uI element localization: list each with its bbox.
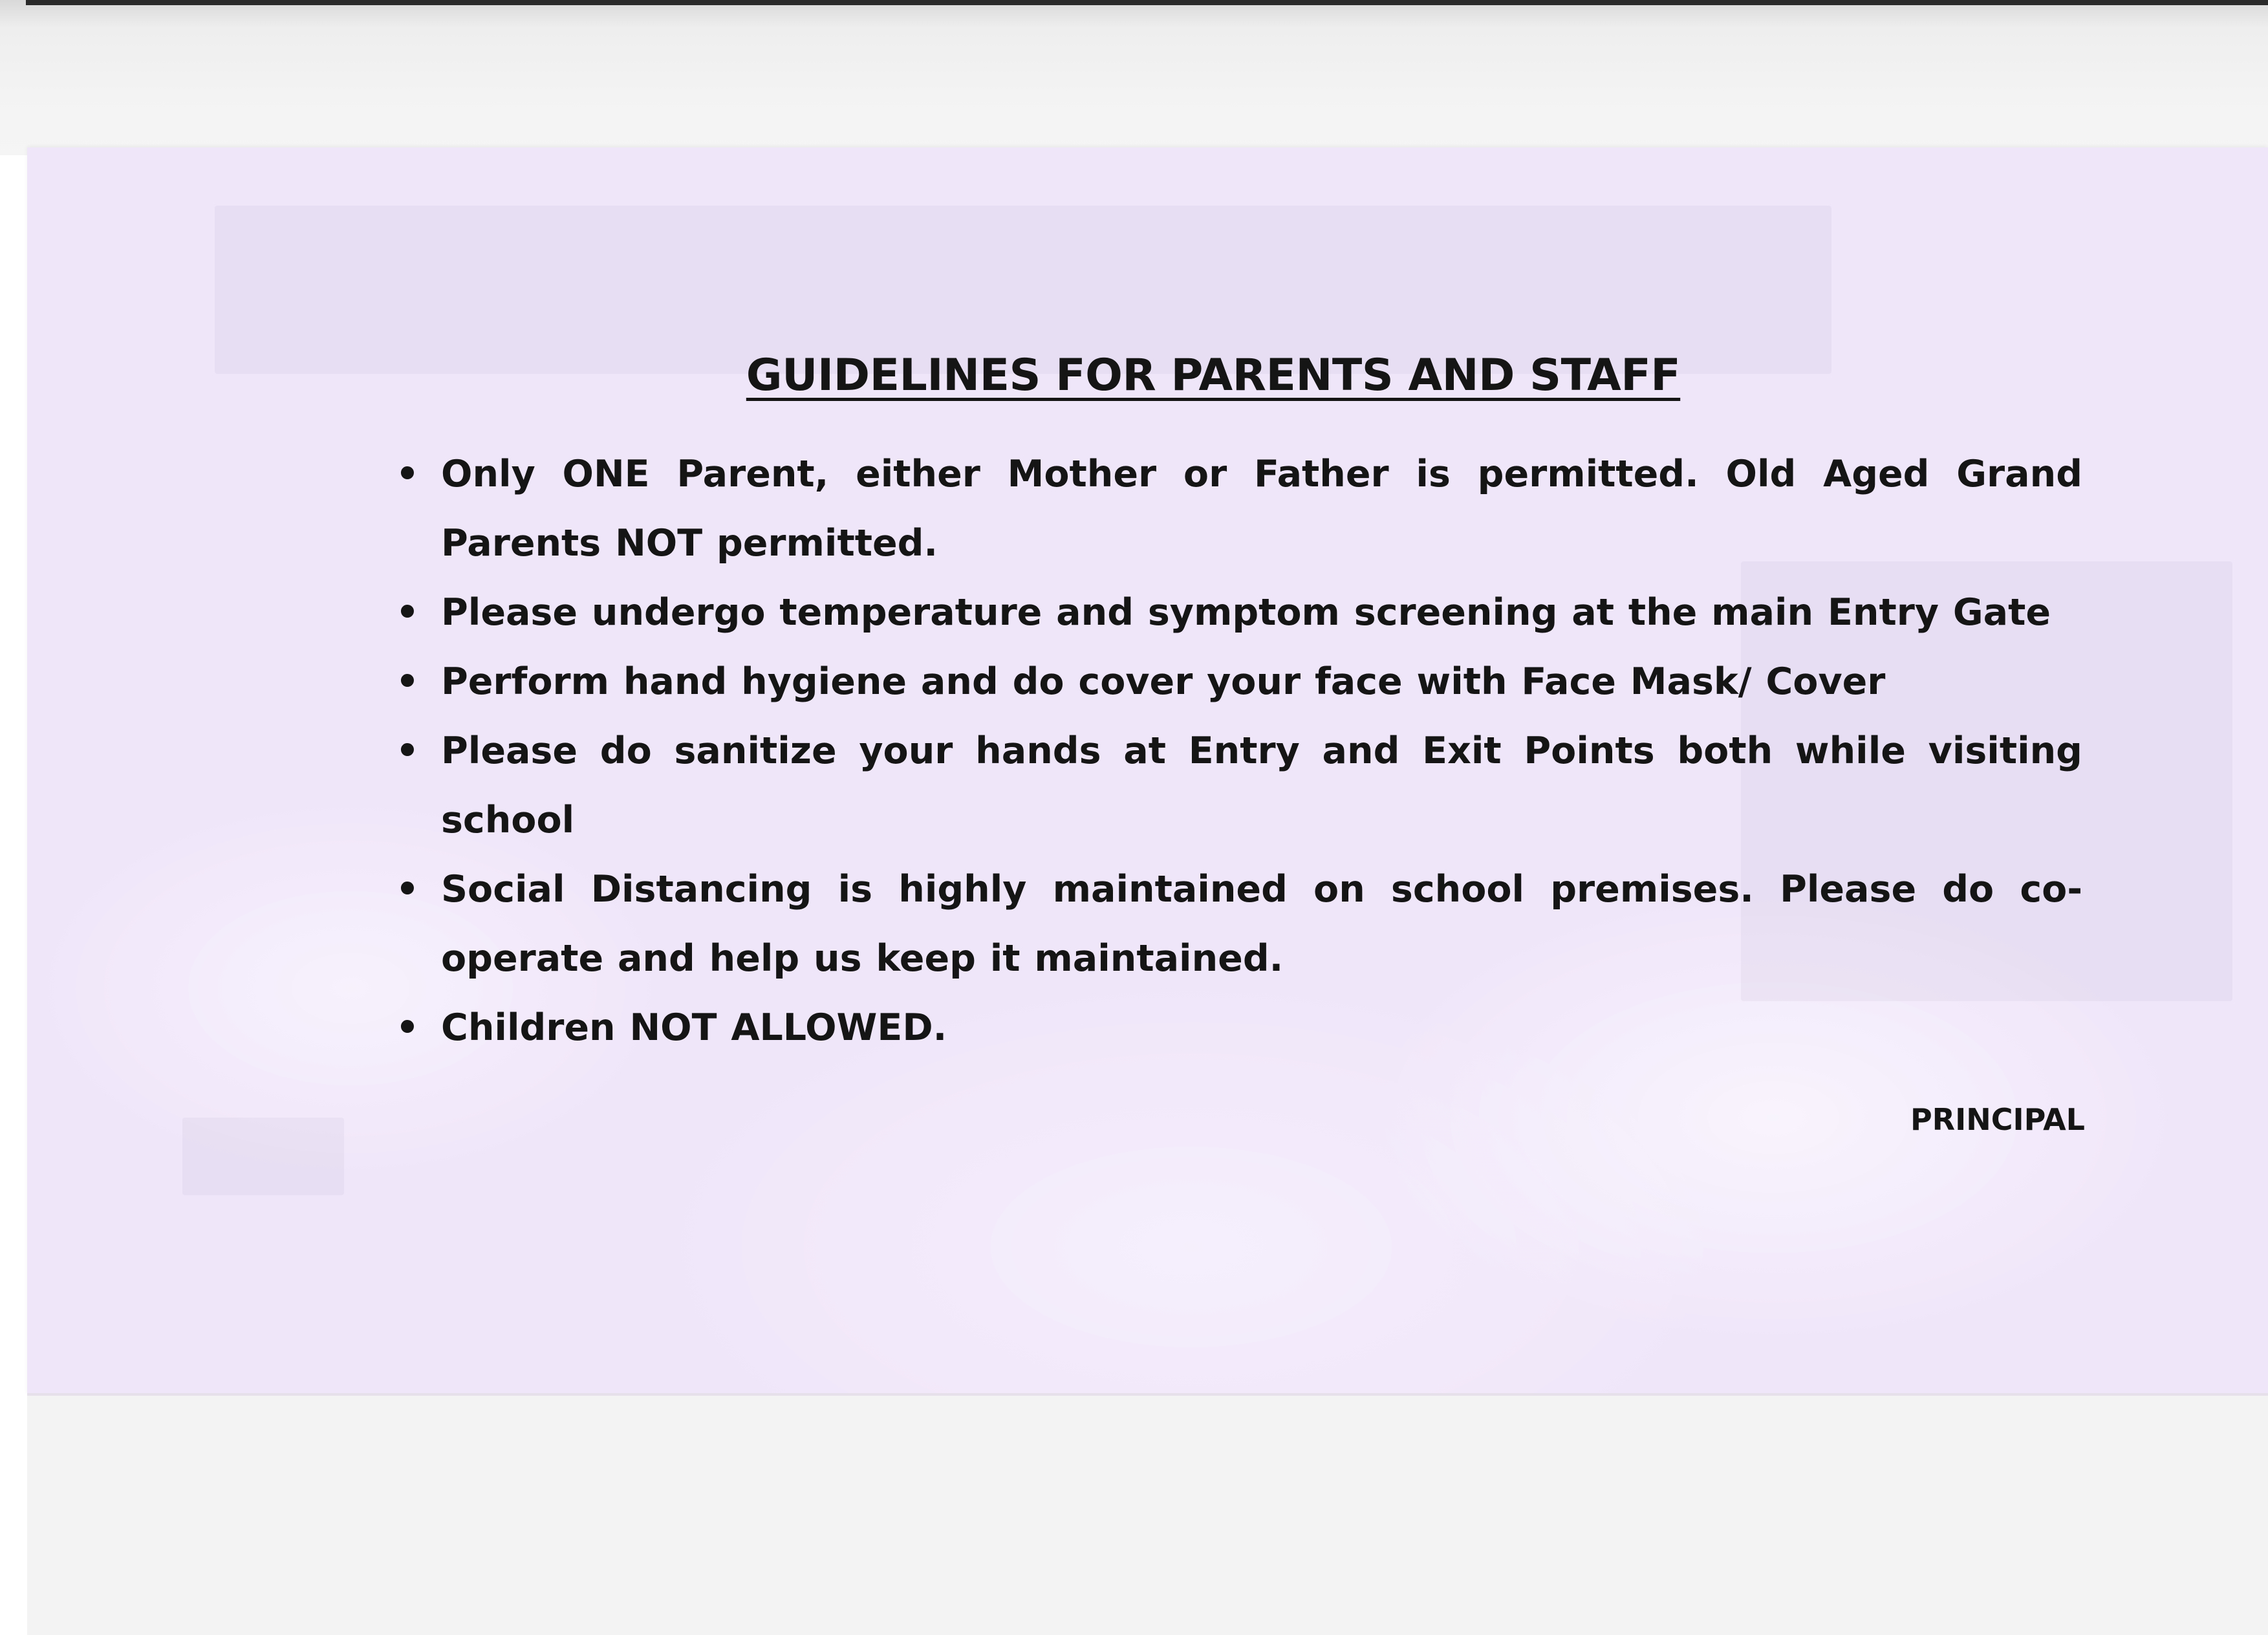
bullet-icon: •	[395, 660, 420, 703]
guideline-item	[388, 647, 2082, 717]
signature-principal: PRINCIPAL	[1910, 1102, 2085, 1137]
guideline-item	[388, 578, 2082, 647]
bullet-icon: •	[395, 730, 420, 772]
scan-top-shadow	[0, 0, 2268, 155]
scan-top-edge	[26, 0, 2268, 5]
scan-left-margin	[0, 0, 27, 1635]
guideline-text: Please undergo temperature and symptom screening at the main Entry Gate	[441, 591, 2051, 634]
guideline-text: Social Distancing is highly maintained on school premises. Please do co-operate and help us keep it maintained.	[441, 868, 2082, 980]
show-through-text	[182, 1118, 344, 1195]
guideline-item	[388, 440, 2082, 578]
bullet-icon: •	[395, 591, 420, 634]
guideline-item	[388, 855, 2082, 993]
guidelines-list	[388, 440, 2082, 1063]
guideline-text: Perform hand hygiene and do cover your face with Face Mask/ Cover	[441, 660, 1886, 703]
guideline-text: Please do sanitize your hands at Entry and Exit Points both while visiting school	[441, 730, 2082, 841]
guideline-text: Children NOT ALLOWED.	[441, 1006, 947, 1049]
guideline-text: Only ONE Parent, either Mother or Father is permitted. Old Aged Grand Parents NOT permitted.	[441, 453, 2082, 565]
bullet-icon: •	[395, 453, 420, 495]
sheet-bottom-edge	[27, 1393, 2268, 1396]
bullet-icon: •	[395, 1006, 420, 1049]
notice-title: GUIDELINES FOR PARENTS AND STAFF	[746, 349, 1681, 401]
guideline-item	[388, 993, 2082, 1063]
bullet-icon: •	[395, 868, 420, 911]
guideline-item	[388, 717, 2082, 855]
